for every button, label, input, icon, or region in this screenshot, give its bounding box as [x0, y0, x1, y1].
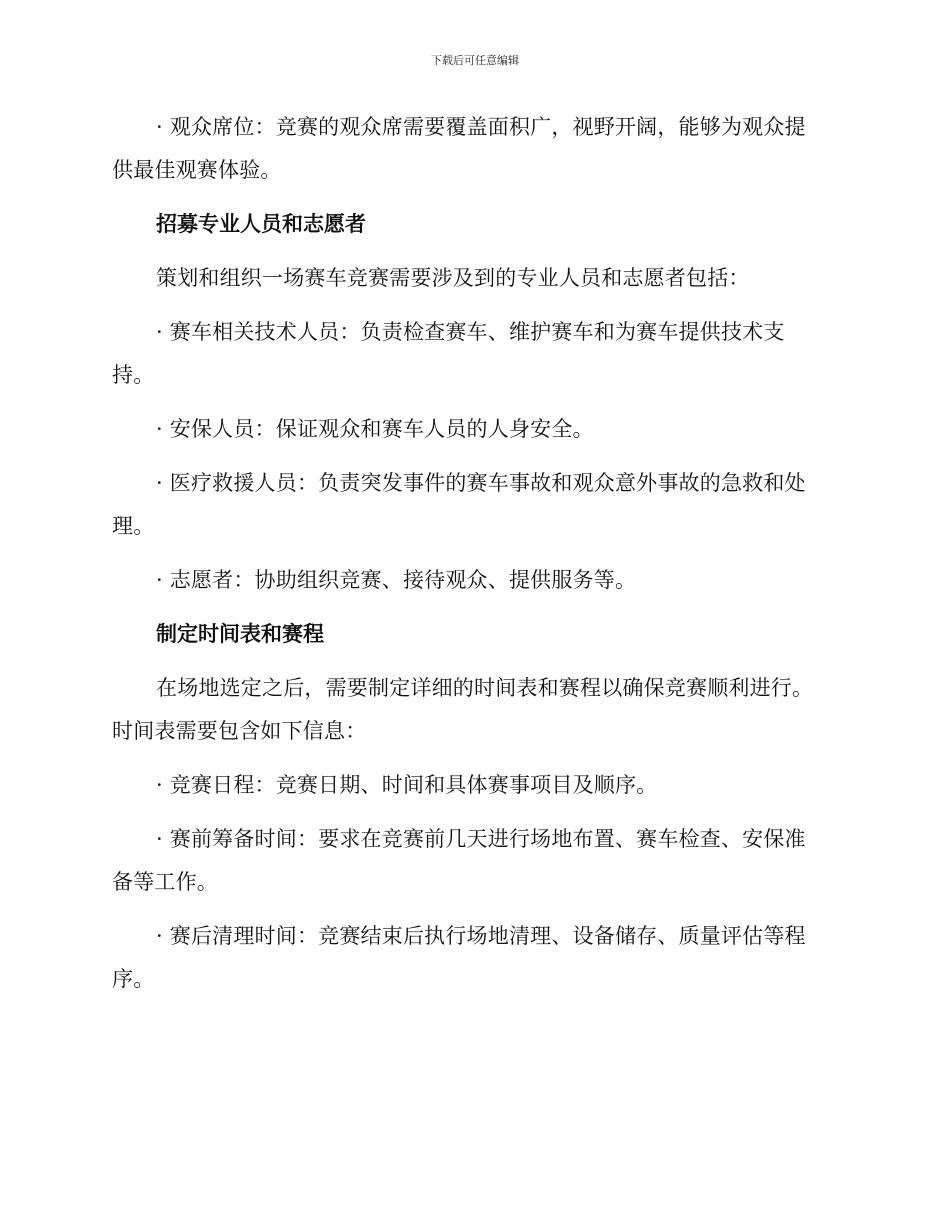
list-item-medical-staff: · 医疗救援人员：负责突发事件的赛车事故和观众意外事故的急救和处理。	[112, 471, 806, 538]
heading-recruit-staff: 招募专业人员和志愿者	[156, 212, 366, 236]
paragraph-audience-seating: · 观众席位：竞赛的观众席需要覆盖面积广，视野开阔，能够为观众提供最佳观赛体验。	[112, 115, 806, 182]
list-item-pre-race-prep: · 赛前筹备时间：要求在竞赛前几天进行场地布置、赛车检查、安保准备等工作。	[112, 827, 806, 894]
list-item-volunteers: · 志愿者：协助组织竞赛、接待观众、提供服务等。	[156, 568, 637, 592]
list-item-race-schedule: · 竞赛日程：竞赛日期、时间和具体赛事项目及顺序。	[156, 773, 658, 797]
paragraph-schedule-intro: 在场地选定之后，需要制定详细的时间表和赛程以确保竞赛顺利进行。时间表需要包含如下信息：	[112, 676, 814, 743]
list-item-technical-staff: · 赛车相关技术人员：负责检查赛车、维护赛车和为赛车提供技术支持。	[112, 320, 785, 387]
list-item-security-staff: · 安保人员：保证观众和赛车人员的人身安全。	[156, 417, 594, 441]
list-item-post-race-cleanup: · 赛后清理时间：竞赛结束后执行场地清理、设备储存、质量评估等程序。	[112, 924, 806, 991]
document-body	[112, 106, 824, 1012]
page-header: 下载后可任意编辑	[431, 54, 519, 67]
paragraph-staff-intro: 策划和组织一场赛车竞赛需要涉及到的专业人员和志愿者包括：	[156, 266, 750, 290]
heading-schedule: 制定时间表和赛程	[156, 622, 324, 646]
